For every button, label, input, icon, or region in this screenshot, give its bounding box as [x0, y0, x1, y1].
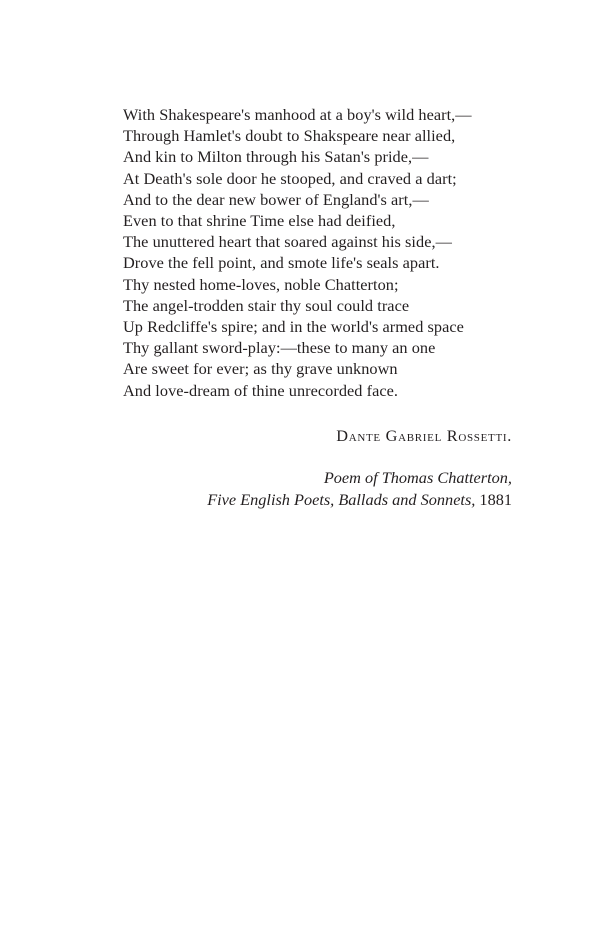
source-year: 1881 [475, 489, 512, 509]
poem-line: Up Redcliffe's spire; and in the world's armed space [123, 317, 464, 337]
poem-line: And love-dream of thine unrecorded face. [123, 380, 399, 400]
poem-line: At Death's sole door he stooped, and craved a dart; [123, 168, 457, 188]
source-publication [207, 489, 512, 511]
poem-line: With Shakespeare's manhood at a boy's wild heart,— [123, 105, 472, 124]
poem-line: And to the dear new bower of England's art,— [123, 189, 429, 209]
poem-line: The angel-trodden stair thy soul could trace [123, 295, 410, 315]
poem-line: Thy gallant sword-play:—these to many an one [123, 338, 436, 358]
poem-line: Through Hamlet's doubt to Shakspeare near allied, [123, 126, 456, 146]
poem-line: Thy nested home-loves, noble Chatterton; [123, 274, 399, 294]
poem-line: Are sweet for ever; as thy grave unknown [123, 359, 398, 379]
poem-line: And kin to Milton through his Satan's pride,— [123, 147, 429, 167]
poem-body [123, 104, 523, 401]
poem-line: Drove the fell point, and smote life's seals apart. [123, 253, 440, 273]
source-title: Poem of Thomas Chatterton, [323, 468, 512, 487]
author-signature: Dante Gabriel Rossetti. [336, 426, 512, 445]
poem-line: Even to that shrine Time else had deified, [123, 211, 396, 231]
poem-line: The unuttered heart that soared against his side,— [123, 232, 452, 252]
source-book-title: Five English Poets, Ballads and Sonnets, [207, 489, 476, 509]
source-citation [207, 467, 512, 510]
